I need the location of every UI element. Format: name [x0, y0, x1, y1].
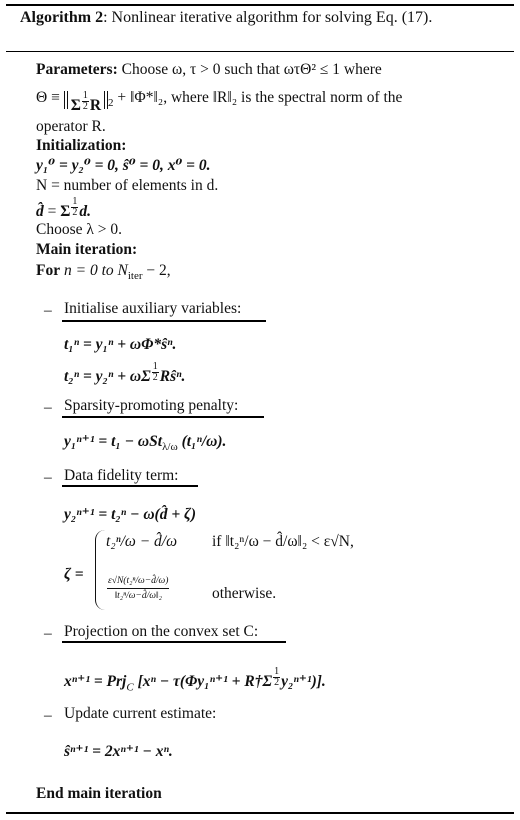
for-subscript: iter [127, 270, 143, 283]
equation-t1: t₁ⁿ = y₁ⁿ + ωΦ*ŝⁿ. [64, 336, 177, 353]
bottom-rule [6, 812, 514, 814]
equation-y2: y₂ⁿ⁺¹ = t₂ⁿ − ω(d̂ + ζ) [64, 506, 197, 523]
parameters-label: Parameters: [36, 61, 118, 78]
equation-proj-sub: C [126, 681, 134, 694]
parameters-text-3: operator R. [36, 118, 106, 135]
parameters-line-1 [36, 60, 382, 79]
theta-definition: Θ ≡ Σ $^{\frac{1}{2}}$ R $_2$ [36, 89, 114, 114]
equation-proj-tail: y₂ⁿ⁺¹)]. [281, 673, 326, 691]
end-main-iteration: End main iteration [36, 785, 162, 802]
for-loop-line [36, 261, 171, 283]
equation-t2-head: t₂ⁿ = y₂ⁿ + ωΣ [64, 368, 151, 386]
initialization-line-4: Choose λ > 0. [36, 221, 123, 238]
main-iteration-label: Main iteration: [36, 241, 138, 258]
for-range: n = 0 to N [63, 262, 128, 279]
section-1-title: Initialise auxiliary variables: [64, 300, 242, 317]
case-2-condition: otherwise. [212, 585, 277, 602]
section-4-title: Projection on the convex set C: [64, 623, 259, 640]
section-4-underline [62, 641, 286, 643]
case-1-condition: if ‖t₂ⁿ/ω − d̂/ω‖₂ < ε√N, [212, 533, 354, 550]
case-2-numerator: ε√N(t₂ⁿ/ω−d̂/ω) [107, 574, 169, 589]
section-1-underline [62, 320, 266, 322]
section-5-title: Update current estimate: [64, 705, 217, 722]
cases-brace [95, 530, 106, 610]
case-2-denominator: ‖t₂ⁿ/ω−d̂/ω‖₂ [114, 591, 162, 601]
parameters-line-3 [36, 117, 106, 136]
section-2-dash: – [44, 399, 52, 416]
section-4-dash: – [44, 625, 52, 642]
parameters-text-2: + ‖Φ*‖₂, where ‖R‖₂ is the spectral norm of the [117, 89, 403, 106]
equation-projection: xⁿ⁺¹ = Prj$_C$ [xⁿ − τ(Φy₁ⁿ⁺¹ + R†Σ $^{\frac{1}{2}}$ y₂ⁿ⁺¹)]. [64, 666, 326, 694]
parameters-line-2 [36, 88, 403, 114]
initialization-label: Initialization: [36, 137, 127, 154]
equation-t2-tail: Rŝⁿ. [159, 368, 186, 386]
section-2-title: Sparsity-promoting penalty: [64, 397, 239, 414]
top-rule [6, 4, 514, 6]
case-1-expression: t₂ⁿ/ω − d̂/ω [106, 533, 178, 550]
initialization-line-2: N = number of elements in d. [36, 177, 219, 194]
equation-y1-sub: λ/ω [162, 441, 178, 454]
equation-proj-head: xⁿ⁺¹ = Prj [64, 673, 127, 691]
equation-y1 [64, 432, 227, 454]
initialization-line-3-tail: d. [79, 203, 92, 221]
algorithm-caption [20, 7, 490, 28]
parameters-text-1: Choose ω, τ > 0 such that ωτΘ² ≤ 1 where [121, 61, 382, 78]
equation-y1-tail: (t₁ⁿ/ω). [181, 433, 227, 450]
section-1-dash: – [44, 302, 52, 319]
algorithm-caption-text: : Nonlinear iterative algorithm for solving Eq. (17). [103, 9, 433, 26]
case-2-fraction [106, 574, 170, 603]
equation-t2: t₂ⁿ = y₂ⁿ + ωΣ $^{\frac{1}{2}}$ Rŝⁿ. [64, 361, 186, 386]
equation-y1-head: y₁ⁿ⁺¹ = t₁ − ωSt [64, 433, 163, 450]
initialization-line-1: y₁⁰ = y₂⁰ = 0, ŝ⁰ = 0, x⁰ = 0. [36, 157, 211, 174]
caption-rule [6, 51, 514, 52]
section-2-underline [62, 416, 264, 418]
for-keyword: For [36, 262, 61, 279]
section-3-title: Data fidelity term: [64, 467, 179, 484]
equation-proj-body: [xⁿ − τ(Φy₁ⁿ⁺¹ + R†Σ [137, 673, 273, 691]
section-3-underline [62, 485, 198, 487]
for-end: − 2, [142, 262, 171, 279]
algorithm-label: Algorithm 2 [20, 9, 104, 26]
section-3-dash: – [44, 469, 52, 486]
equation-update: ŝⁿ⁺¹ = 2xⁿ⁺¹ − xⁿ. [64, 743, 173, 760]
section-5-dash: – [44, 707, 52, 724]
equation-zeta: ζ = [64, 566, 84, 583]
initialization-line-3: d̂ = Σ $^{\frac{1}{2}}$ d. [36, 196, 92, 221]
